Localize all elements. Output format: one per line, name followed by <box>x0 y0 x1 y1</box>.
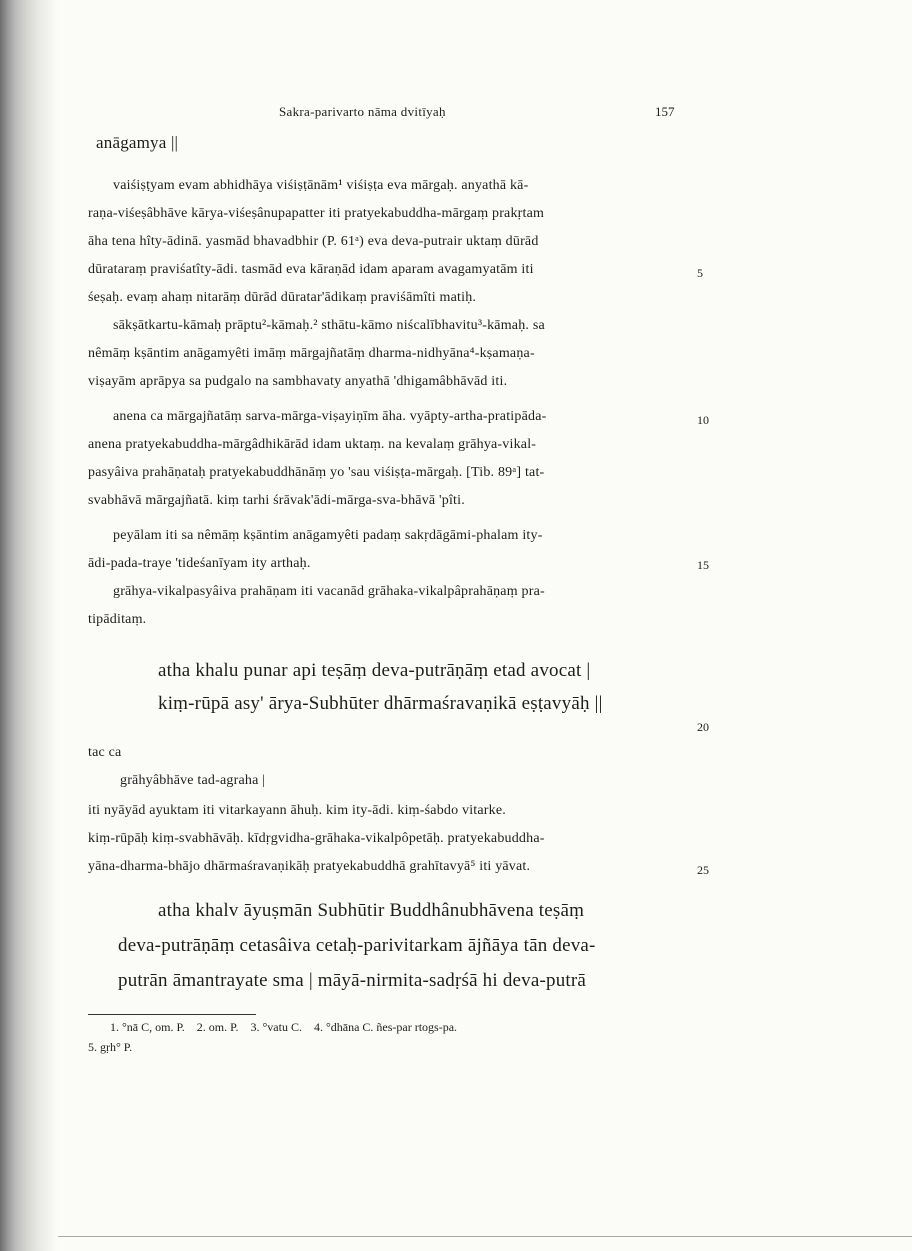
line-number: 10 <box>697 413 709 427</box>
text-line: viṣayām aprāpya sa pudgalo na sambhavaty anyathā 'dhigamâbhāvād iti. <box>88 374 508 389</box>
text-line: sākṣātkartu-kāmaḥ prāptu²-kāmaḥ.² sthātu-kāmo niścalībhavitu³-kāmaḥ. sa <box>113 318 545 333</box>
text-line: atha khalu punar api teṣāṃ deva-putrāṇāṃ etad avocat | <box>158 660 591 681</box>
text-line: nêmāṃ kṣāntim anāgamyêti imāṃ mārgajñatāṃ dharma-nidhyāna⁴-kṣamaṇa- <box>88 346 535 361</box>
page-edge-rule <box>58 1236 912 1237</box>
text-line: yāna-dharma-bhājo dhārmaśravaṇikāḥ pratyekabuddhā grahītavyā⁵ iti yāvat. <box>88 859 531 874</box>
text-line: deva-putrāṇāṃ cetasâiva cetaḥ-parivitarkam ājñāya tān deva- <box>118 935 596 956</box>
text-line: grāhyâbhāve tad-agraha | <box>120 773 266 788</box>
text-line: ādi-pada-traye 'tideśanīyam ity arthaḥ. <box>88 556 311 571</box>
footnote: 5. gṛh° P. <box>88 1040 133 1054</box>
text-line: putrān āmantrayate sma | māyā-nirmita-sadṛśā hi deva-putrā <box>118 970 587 991</box>
text-line: vaiśiṣṭyam evam abhidhāya viśiṣṭānām¹ viśiṣṭa eva mārgaḥ. anyathā kā- <box>113 178 529 193</box>
line-number: 25 <box>697 863 709 877</box>
running-header: Sakra-parivarto nāma dvitīyaḥ <box>279 104 446 119</box>
text-line: dūrataraṃ praviśatîty-ādi. tasmād eva kāraṇād idam aparam avagamyatām iti <box>88 262 534 277</box>
line-number: 20 <box>697 720 709 734</box>
text-line: kiṃ-rūpāḥ kiṃ-svabhāvāḥ. kīdṛgvidha-grāhaka-vikalpôpetāḥ. pratyekabuddha- <box>88 831 545 846</box>
text-line: anena pratyekabuddha-mārgâdhikārād idam uktaṃ. na kevalaṃ grāhya-vikal- <box>88 437 537 452</box>
text-line: tac ca <box>88 745 122 760</box>
text-line: tipāditaṃ. <box>88 612 147 627</box>
text-line: anāgamya || <box>96 133 179 152</box>
text-line: anena ca mārgajñatāṃ sarva-mārga-viṣayiṇīm āha. vyāpty-artha-pratipāda- <box>113 409 547 424</box>
footnote-rule <box>88 1014 256 1015</box>
text-line: pasyâiva prahāṇataḥ pratyekabuddhānāṃ yo 'sau viśiṣṭa-mārgaḥ. [Tib. 89ᵃ] tat- <box>88 465 545 480</box>
text-line: atha khalv āyuṣmān Subhūtir Buddhânubhāvena teṣāṃ <box>158 900 585 921</box>
text-line: svabhāvā mārgajñatā. kiṃ tarhi śrāvak'ādi-mārga-sva-bhāvā 'pîti. <box>88 493 465 508</box>
text-line: āha tena hîty-ādinā. yasmād bhavadbhir (P. 61ᵃ) eva deva-putrair uktaṃ dūrād <box>88 234 539 249</box>
binding-shadow <box>0 0 58 1251</box>
text-line: iti nyāyād ayuktam iti vitarkayann āhuḥ. kim ity-ādi. kiṃ-śabdo vitarke. <box>88 803 506 818</box>
page-number: 157 <box>655 104 675 119</box>
footnote: 1. °nā C, om. P. 2. om. P. 3. °vatu C. 4. °dhāna C. ñes-par rtogs-pa. <box>110 1020 458 1034</box>
line-number: 5 <box>697 266 703 280</box>
line-number: 15 <box>697 558 709 572</box>
text-line: raṇa-viśeṣâbhāve kārya-viśeṣânupapatter iti pratyekabuddha-mārgaṃ prakṛtam <box>88 206 545 221</box>
text-line: grāhya-vikalpasyâiva prahāṇam iti vacanād grāhaka-vikalpâprahāṇaṃ pra- <box>113 584 545 599</box>
text-line: śeṣaḥ. evaṃ ahaṃ nitarāṃ dūrād dūratar'ādikaṃ praviśāmîti matiḥ. <box>88 290 477 305</box>
text-line: kiṃ-rūpā asy' ārya-Subhūter dhārmaśravaṇikā eṣṭavyāḥ || <box>158 693 603 714</box>
text-line: peyālam iti sa nêmāṃ kṣāntim anāgamyêti padaṃ sakṛdāgāmi-phalam ity- <box>113 528 543 543</box>
